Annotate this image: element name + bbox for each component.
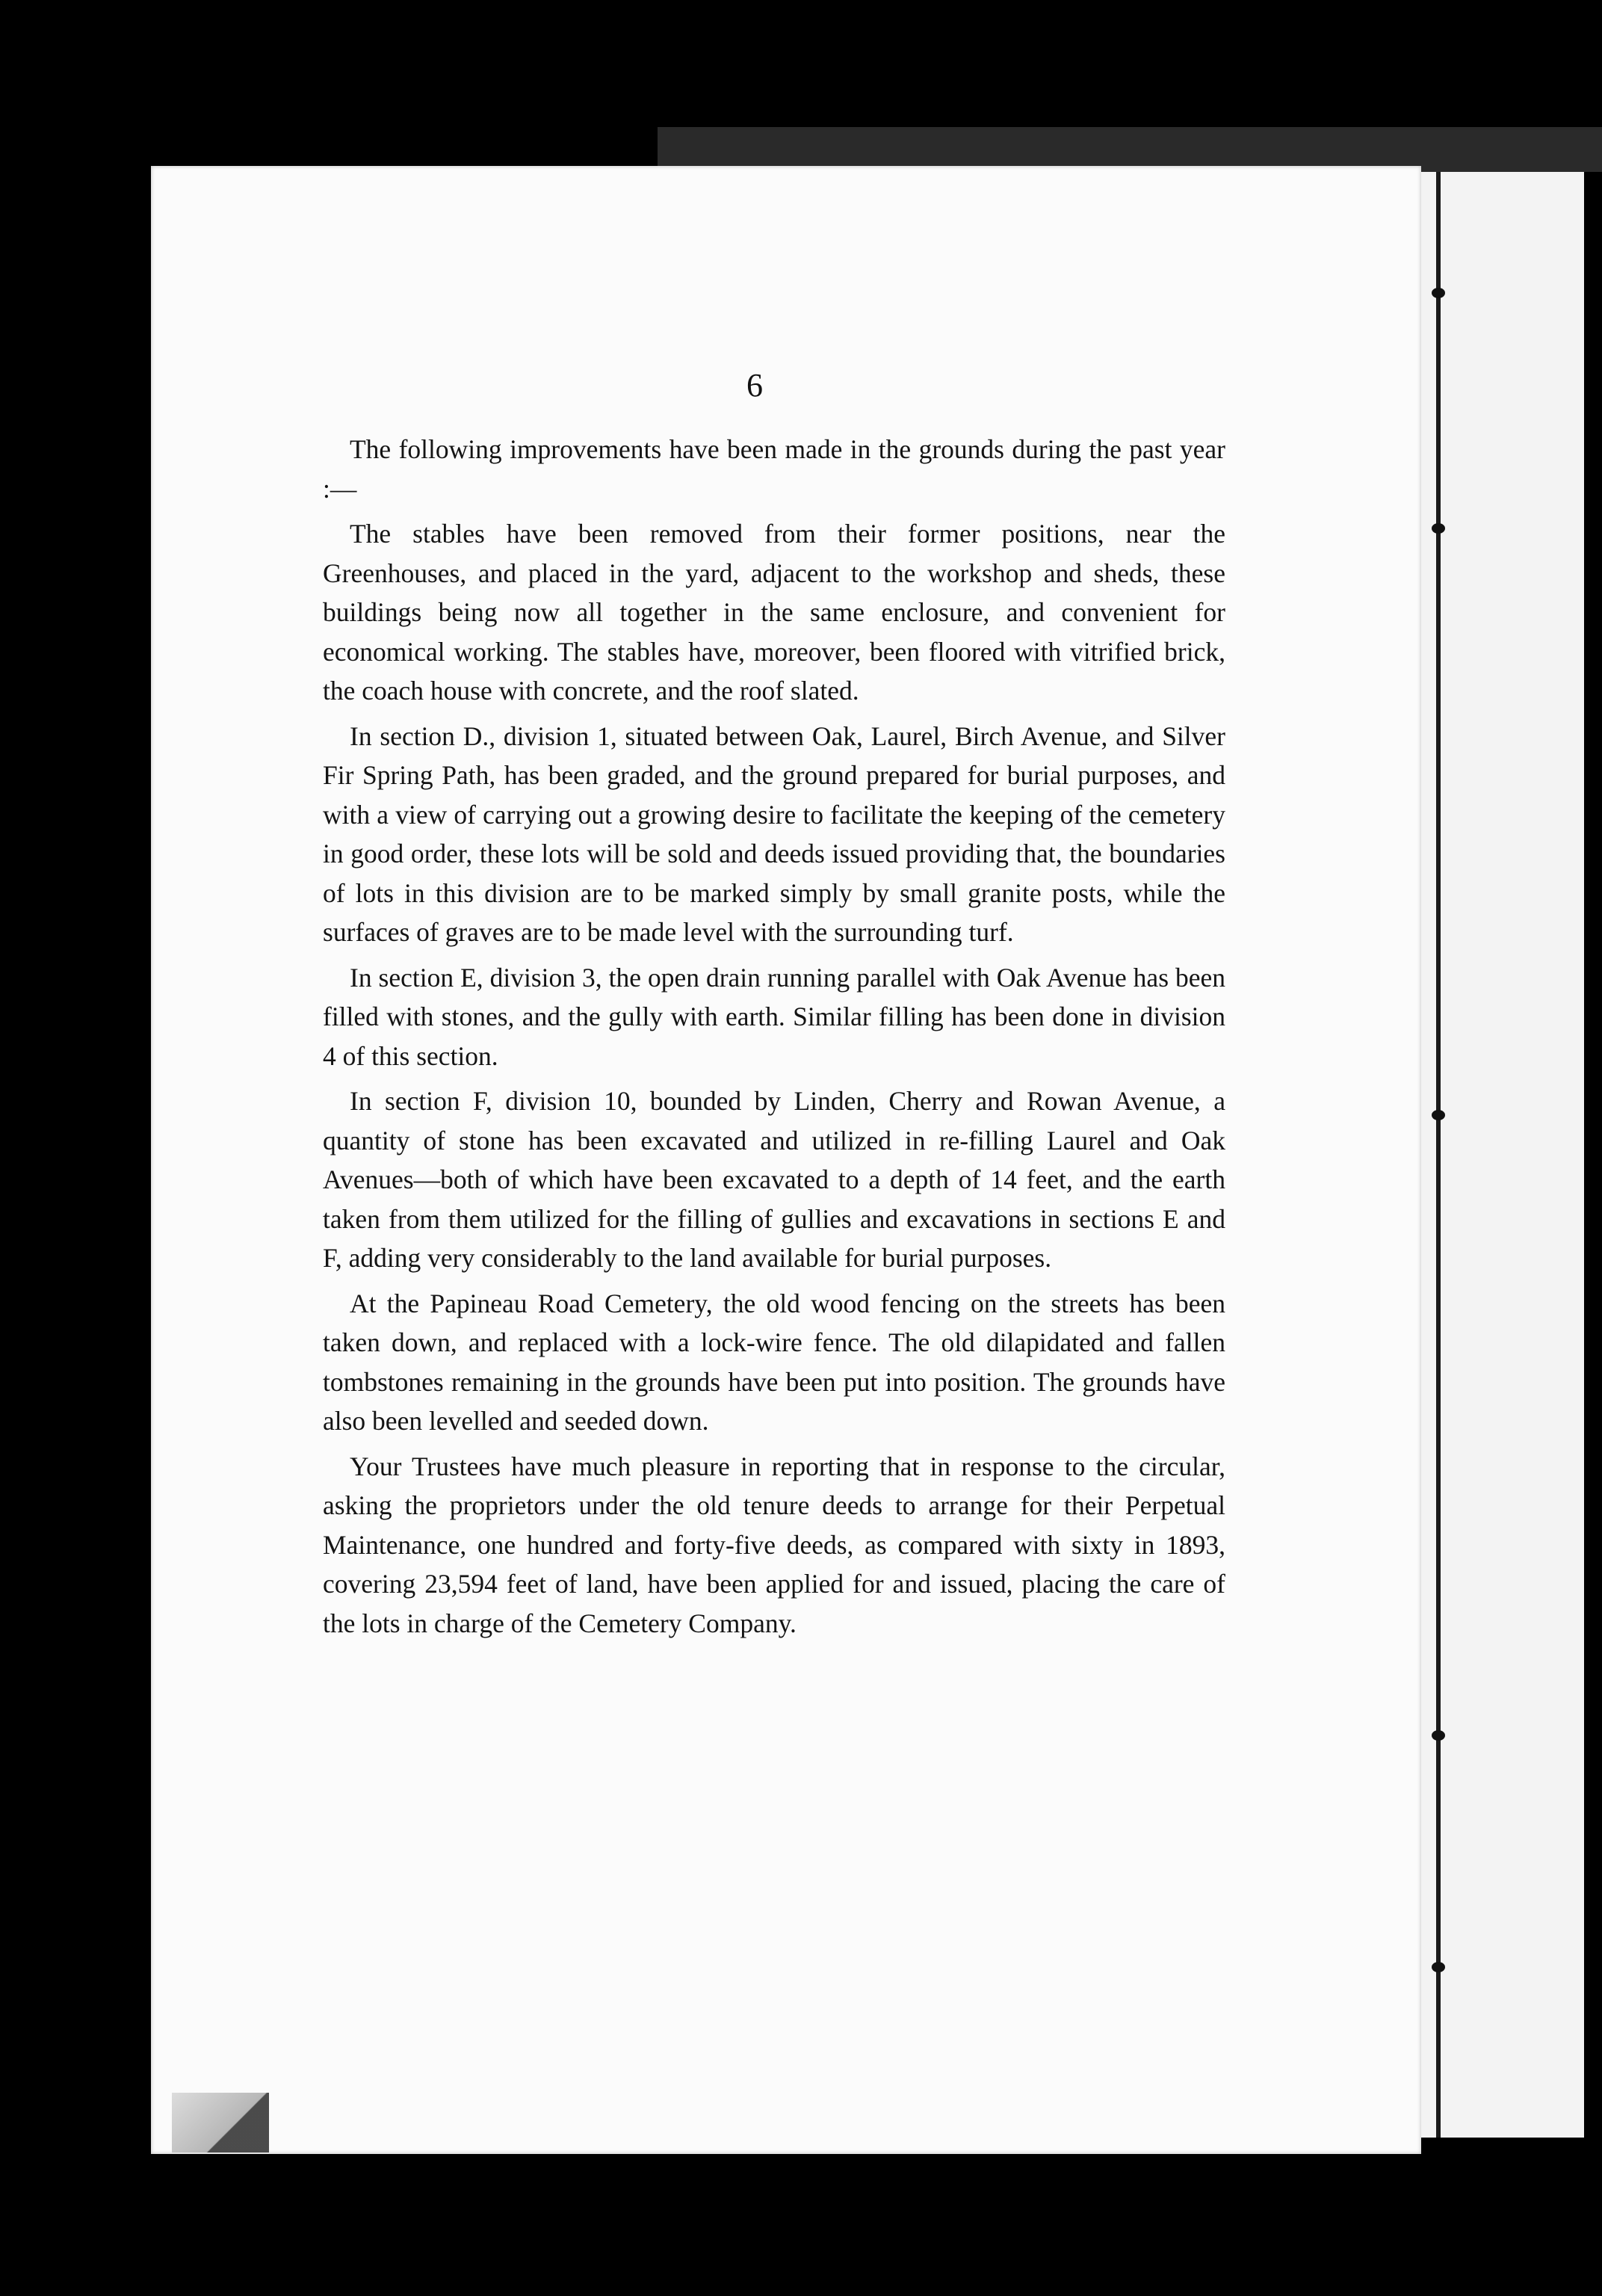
page-number: 6 <box>746 367 763 404</box>
binding-stitch <box>1432 288 1445 298</box>
background-band <box>658 127 1602 172</box>
book-spine <box>1436 172 1441 2138</box>
paragraph-stables: The stables have been removed from their former positions, near the Greenhouses, and placed in the yard, adjacent to the workshop and sheds, these buildings being now all together in the same enclosure, and convenient for economical working. The stables have, moreover, been floored with vitrified brick, the coach house with concrete, and the roof slated. <box>323 519 1225 706</box>
paragraph-section-f: In section F, division 10, bounded by Linden, Cherry and Rowan Avenue, a quantity of stone has been excavated and utilized in re-filling Laurel and Oak Avenues—both of which have been excavated to a depth of 14 feet, and the earth taken from them utilized for the filling of gullies and excavations in sections E and F, adding very considerably to the land available for burial purposes. <box>323 1086 1225 1273</box>
paragraph-section-d: In section D., division 1, situated between Oak, Laurel, Birch Avenue, and Silver Fir Spring Path, has been graded, and the ground prepared for burial purposes, and with a view of carrying out a growing desire to facilitate the keeping of the cemetery in good order, these lots will be sold and deeds issued providing that, the boundaries of lots in this division are to be marked simply by small granite posts, while the surfaces of graves are to be made level with the surrounding turf. <box>323 720 1225 947</box>
facing-page-edge <box>1421 172 1584 2138</box>
binding-stitch <box>1432 1730 1445 1741</box>
paragraph-trustees: Your Trustees have much pleasure in reporting that in response to the circular, asking the proprietors under the old tenure deeds to arrange for their Perpetual Maintenance, one hundred and forty-five deeds, as compared with sixty in 1893, covering 23,594 feet of land, have been applied for and issued, placing the care of the lots in charge of the Cemetery Company. <box>323 1451 1225 1638</box>
torn-page-corner <box>172 2093 269 2152</box>
paragraph-improvements-intro: The following improvements have been made in the grounds during the past year :— <box>323 434 1225 504</box>
binding-stitch <box>1432 1110 1445 1120</box>
binding-stitch <box>1432 1962 1445 1972</box>
binding-stitch <box>1432 523 1445 534</box>
paragraph-section-e: In section E, division 3, the open drain running parallel with Oak Avenue has been filled with stones, and the gully with earth. Similar filling has been done in division 4 of this section. <box>323 962 1225 1071</box>
body-text <box>323 430 1225 1649</box>
paragraph-papineau-road: At the Papineau Road Cemetery, the old wood fencing on the streets has been taken down, and replaced with a lock-wire fence. The old dilapidated and fallen tombstones remaining in the grounds have been put into position. The grounds have also been levelled and seeded down. <box>323 1288 1225 1436</box>
